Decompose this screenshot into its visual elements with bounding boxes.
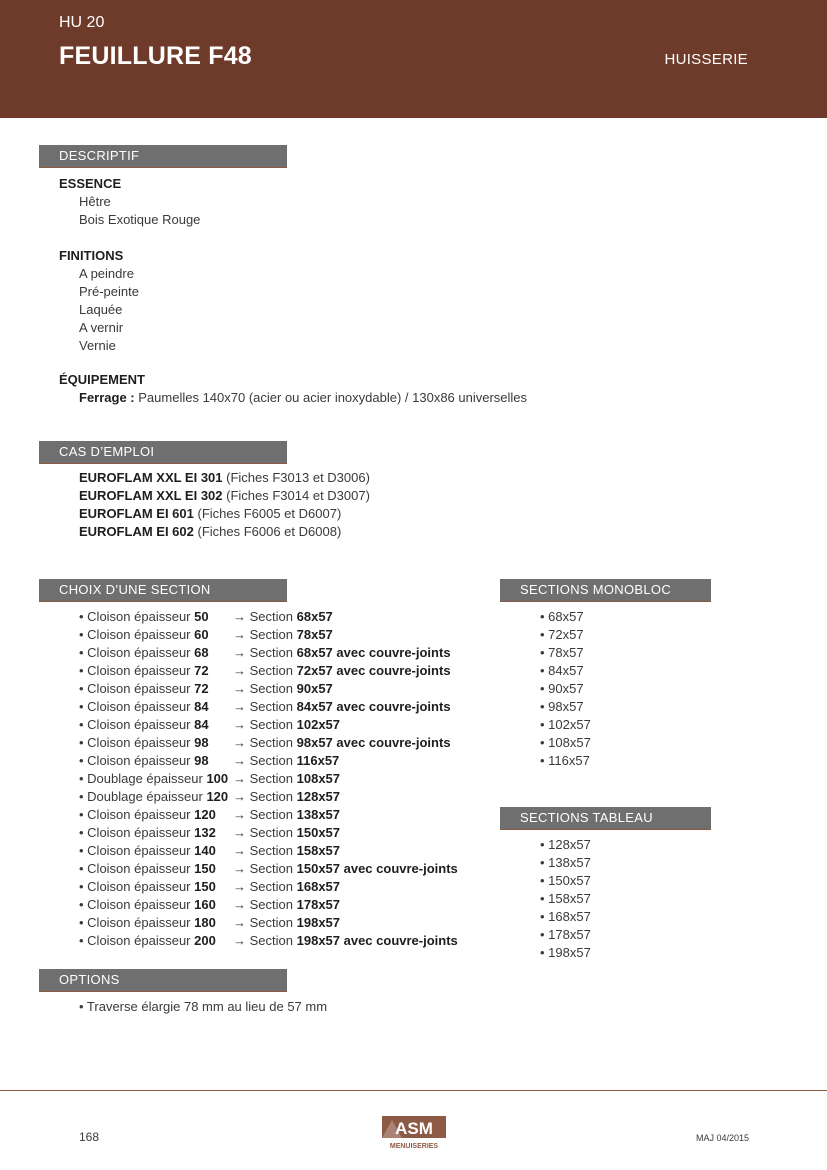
cas-emploi-item: EUROFLAM XXL EI 301 (Fiches F3013 et D3006) — [79, 470, 370, 485]
footer-divider — [0, 1090, 827, 1091]
arrow-icon: → — [233, 663, 246, 678]
arrow-icon: → — [233, 915, 246, 930]
section-result: → Section 98x57 avec couvre-joints — [233, 735, 451, 750]
monobloc-item: • 116x57 — [540, 753, 590, 768]
product-code: HU 20 — [59, 14, 105, 31]
section-result: → Section 68x57 — [233, 609, 333, 624]
cloison-spec: • Cloison épaisseur 68 — [79, 645, 209, 660]
cloison-spec: • Cloison épaisseur 180 — [79, 915, 216, 930]
section-result: → Section 198x57 avec couvre-joints — [233, 933, 458, 948]
cloison-spec: • Cloison épaisseur 60 — [79, 627, 209, 642]
category-label: HUISSERIE — [664, 51, 748, 68]
essence-item: Bois Exotique Rouge — [79, 212, 201, 227]
tableau-item: • 198x57 — [540, 945, 591, 960]
cloison-spec: • Doublage épaisseur 100 — [79, 771, 229, 786]
finition-item: A vernir — [79, 320, 124, 335]
section-result: → Section 90x57 — [233, 681, 333, 696]
arrow-icon: → — [233, 735, 246, 750]
monobloc-item: • 90x57 — [540, 681, 584, 696]
monobloc-item: • 84x57 — [540, 663, 584, 678]
arrow-icon: → — [233, 645, 246, 660]
section-result: → Section 68x57 avec couvre-joints — [233, 645, 451, 660]
finitions-heading: FINITIONS — [59, 248, 124, 263]
options-bar: OPTIONS — [39, 969, 287, 991]
page-number: 168 — [79, 1130, 100, 1144]
section-result: → Section 84x57 avec couvre-joints — [233, 699, 451, 714]
section-result: → Section 158x57 — [233, 843, 341, 858]
arrow-icon: → — [233, 609, 246, 624]
cloison-spec: • Cloison épaisseur 72 — [79, 681, 209, 696]
section-result: → Section 150x57 — [233, 825, 341, 840]
tableau-item: • 158x57 — [540, 891, 591, 906]
arrow-icon: → — [233, 861, 246, 876]
monobloc-item: • 102x57 — [540, 717, 591, 732]
cas-emploi-item: EUROFLAM EI 602 (Fiches F6006 et D6008) — [79, 524, 342, 539]
section-result: → Section 198x57 — [233, 915, 341, 930]
svg-text:ASM: ASM — [395, 1119, 433, 1138]
equipement-heading: ÉQUIPEMENT — [59, 372, 145, 387]
arrow-icon: → — [233, 825, 246, 840]
section-result: → Section 78x57 — [233, 627, 333, 642]
cloison-spec: • Cloison épaisseur 160 — [79, 897, 216, 912]
section-result: → Section 150x57 avec couvre-joints — [233, 861, 458, 876]
cas-emploi-item: EUROFLAM EI 601 (Fiches F6005 et D6007) — [79, 506, 342, 521]
arrow-icon: → — [233, 789, 246, 804]
cas-emploi-item: EUROFLAM XXL EI 302 (Fiches F3014 et D3007) — [79, 488, 370, 503]
choix-section-bar: CHOIX D’UNE SECTION — [39, 579, 287, 601]
finition-item: Pré-peinte — [79, 284, 139, 299]
monobloc-item: • 98x57 — [540, 699, 584, 714]
ferrage-value: Paumelles 140x70 (acier ou acier inoxydable) / 130x86 universelles — [138, 390, 528, 405]
tableau-item: • 168x57 — [540, 909, 591, 924]
section-result: → Section 178x57 — [233, 897, 341, 912]
monobloc-bar: SECTIONS MONOBLOC — [500, 579, 711, 601]
cloison-spec: • Cloison épaisseur 200 — [79, 933, 216, 948]
update-date: MAJ 04/2015 — [695, 1133, 749, 1143]
monobloc-item: • 108x57 — [540, 735, 591, 750]
section-result: → Section 168x57 — [233, 879, 341, 894]
arrow-icon: → — [233, 699, 246, 714]
cloison-spec: • Cloison épaisseur 84 — [79, 699, 209, 714]
arrow-icon: → — [233, 879, 246, 894]
tableau-item: • 128x57 — [540, 837, 591, 852]
arrow-icon: → — [233, 933, 246, 948]
cloison-spec: • Cloison épaisseur 150 — [79, 861, 216, 876]
descriptif-bar: DESCRIPTIF — [39, 145, 287, 167]
cloison-spec: • Cloison épaisseur 140 — [79, 843, 216, 858]
arrow-icon: → — [233, 627, 246, 642]
page-title: FEUILLURE F48 — [59, 42, 252, 70]
finition-item: A peindre — [79, 266, 134, 281]
finition-item: Vernie — [79, 338, 116, 353]
tableau-item: • 150x57 — [540, 873, 591, 888]
arrow-icon: → — [233, 717, 246, 732]
section-result: → Section 108x57 — [233, 771, 341, 786]
essence-item: Hêtre — [79, 194, 111, 209]
section-result: → Section 72x57 avec couvre-joints — [233, 663, 451, 678]
cloison-spec: • Cloison épaisseur 84 — [79, 717, 209, 732]
tableau-item: • 178x57 — [540, 927, 591, 942]
finition-item: Laquée — [79, 302, 123, 317]
cloison-spec: • Cloison épaisseur 72 — [79, 663, 209, 678]
arrow-icon: → — [233, 843, 246, 858]
cloison-spec: • Cloison épaisseur 120 — [79, 807, 216, 822]
section-result: → Section 128x57 — [233, 789, 341, 804]
ferrage-label: Ferrage : — [79, 390, 135, 405]
arrow-icon: → — [233, 771, 246, 786]
section-result: → Section 116x57 — [233, 753, 340, 768]
cloison-spec: • Cloison épaisseur 132 — [79, 825, 216, 840]
page-header — [0, 0, 827, 118]
arrow-icon: → — [233, 753, 246, 768]
tableau-item: • 138x57 — [540, 855, 591, 870]
option-item: • Traverse élargie 78 mm au lieu de 57 mm — [79, 999, 328, 1014]
monobloc-item: • 78x57 — [540, 645, 584, 660]
cloison-spec: • Doublage épaisseur 120 — [79, 789, 229, 804]
cas-emploi-bar: CAS D’EMPLOI — [39, 441, 287, 463]
essence-heading: ESSENCE — [59, 176, 122, 191]
cloison-spec: • Cloison épaisseur 150 — [79, 879, 216, 894]
cloison-spec: • Cloison épaisseur 50 — [79, 609, 209, 624]
section-result: → Section 138x57 — [233, 807, 341, 822]
section-result: → Section 102x57 — [233, 717, 341, 732]
cloison-spec: • Cloison épaisseur 98 — [79, 735, 209, 750]
tableau-bar: SECTIONS TABLEAU — [500, 807, 711, 829]
monobloc-item: • 68x57 — [540, 609, 584, 624]
arrow-icon: → — [233, 681, 246, 696]
svg-text:MENUISERIES: MENUISERIES — [389, 1143, 439, 1150]
arrow-icon: → — [233, 807, 246, 822]
ferrage-line — [79, 389, 527, 407]
arrow-icon: → — [233, 897, 246, 912]
asm-logo — [380, 1114, 448, 1152]
cloison-spec: • Cloison épaisseur 98 — [79, 753, 209, 768]
monobloc-item: • 72x57 — [540, 627, 584, 642]
